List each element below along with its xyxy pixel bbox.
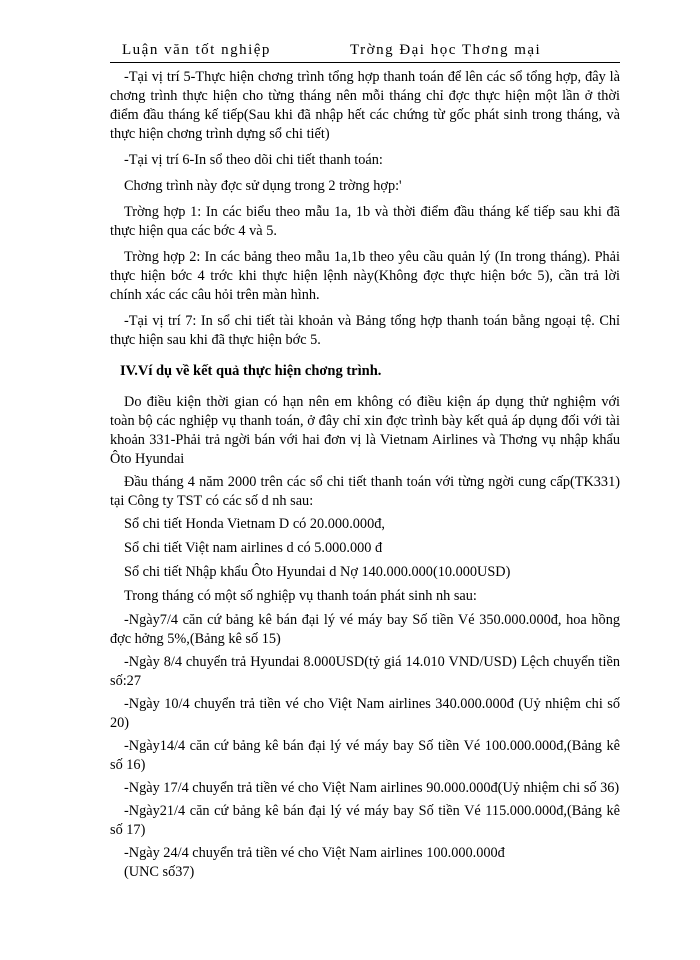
paragraph-case-2: Trờng hợp 2: In các bảng theo mẫu 1a,1b theo yêu cầu quản lý (In trong tháng). Phải thực hiện bớc 4 trớc khi thực hiện lệnh này(Không đợc thực hiện bớc 5), cần trả lời chính xác các câu hỏi trên màn hình. (110, 249, 620, 303)
paragraph-opening-balances: Đầu tháng 4 năm 2000 trên các sổ chi tiết thanh toán với từng ngời cung cấp(TK331) tại Công ty TST có các số d nh sau: (110, 474, 620, 509)
transaction-24-4-ref: (UNC số37) (124, 864, 195, 880)
document-body (110, 68, 620, 882)
balance-honda: Sổ chi tiết Honda Vietnam D có 20.000.000đ, (124, 516, 385, 532)
page-header (110, 40, 620, 63)
balance-vietnam-airlines: Sổ chi tiết Việt nam airlines d có 5.000.000 đ (124, 540, 383, 556)
transaction-17-4: -Ngày 17/4 chuyển trả tiền vé cho Việt Nam airlines 90.000.000đ(Uỷ nhiệm chi số 36) (124, 780, 620, 796)
balance-hyundai: Sổ chi tiết Nhập khẩu Ôto Hyundai d Nợ 140.000.000(10.000USD) (124, 564, 511, 580)
header-university-label: Trờng Đại học Thơng mại (350, 42, 542, 58)
transaction-21-4: -Ngày21/4 căn cứ bảng kê bán đại lý vé máy bay Số tiền Vé 115.000.000đ,(Bảng kê số 17) (110, 803, 620, 838)
paragraph-position-5: -Tại vị trí 5-Thực hiện chơng trình tổng hợp thanh toán để lên các sổ tổng hợp, đây là chơng trình thực hiện cho từng tháng nên mỗi tháng chỉ đợc thực hiện một lần ở thời điểm đầu tháng kế tiếp(Sau khi đã nhập hết các chứng từ gốc phát sinh trong tháng, và thực hiện chơng trình dựng sổ chi tiết) (110, 69, 620, 142)
transaction-14-4: -Ngày14/4 căn cứ bảng kê bán đại lý vé máy bay Số tiền Vé 100.000.000đ,(Bảng kê số 16) (110, 738, 620, 773)
transactions-intro: Trong tháng có một số nghiệp vụ thanh toán phát sinh nh sau: (124, 588, 477, 604)
paragraph-intro: Do điều kiện thời gian có hạn nên em không có điều kiện áp dụng thử nghiệm với toàn bộ các nghiệp vụ thanh toán, ở đây chỉ xin đợc trình bày kết quả áp dụng đối với tài khoản 331-Phải trả ngời bán với hai đơn vị là Vietnam Airlines và Thơng vụ nhập khẩu Ôto Hyundai (110, 394, 620, 467)
paragraph-position-6: -Tại vị trí 6-In sổ theo dõi chi tiết thanh toán: (124, 152, 383, 168)
paragraph-case-1: Trờng hợp 1: In các biểu theo mẫu 1a, 1b và thời điểm đầu tháng kế tiếp sau khi đã thực hiện qua các bớc 4 và 5. (110, 204, 620, 239)
transaction-8-4: -Ngày 8/4 chuyển trả Hyundai 8.000USD(tỷ giá 14.010 VND/USD) Lệch chuyển tiền số:27 (110, 654, 620, 689)
paragraph-usage-cases: Chơng trình này đợc sử dụng trong 2 trờng hợp:' (124, 178, 402, 194)
transaction-24-4: -Ngày 24/4 chuyển trả tiền vé cho Việt Nam airlines 100.000.000đ (124, 845, 505, 861)
transaction-7-4: -Ngày7/4 căn cứ bảng kê bán đại lý vé máy bay Số tiền Vé 350.000.000đ, hoa hồng đợc hởng 5%,(Bảng kê số 15) (110, 612, 620, 647)
paragraph-position-7: -Tại vị trí 7: In sổ chi tiết tài khoản và Bảng tổng hợp thanh toán bằng ngoại tệ. Chỉ thực hiện sau khi đã thực hiện bớc 5. (110, 313, 620, 348)
transaction-10-4: -Ngày 10/4 chuyển trả tiền vé cho Việt Nam airlines 340.000.000đ (Uỷ nhiệm chi số 20) (110, 696, 620, 731)
header-thesis-label: Luận văn tốt nghiệp (122, 42, 271, 58)
section-heading: IV.Ví dụ về kết quả thực hiện chơng trình. (120, 363, 382, 379)
